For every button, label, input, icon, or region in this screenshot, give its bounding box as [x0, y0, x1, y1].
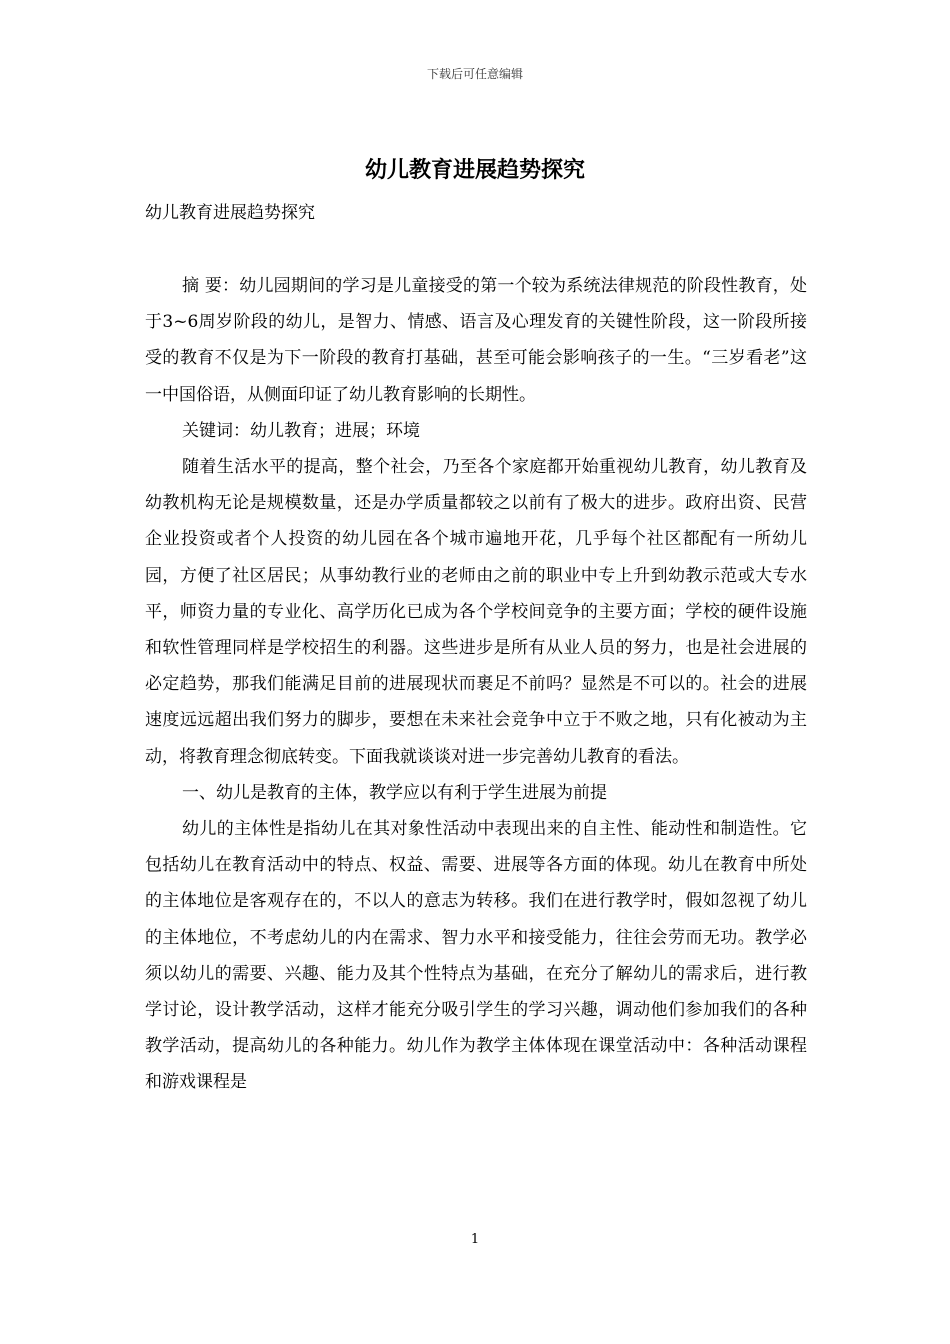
body-paragraph: 幼儿的主体性是指幼儿在其对象性活动中表现出来的自主性、能动性和制造性。它包括幼儿在教育活动中的特点、权益、需要、进展等各方面的体现。幼儿在教育中所处的主体地位是客观存在的，不以人的意志为转移。我们在进行教学时，假如忽视了幼儿的主体地位，不考虑幼儿的内在需求、智力水平和接受能力，往往会劳而无功。教学必须以幼儿的需要、兴趣、能力及其个性特点为基础，在充分了解幼儿的需求后，进行教学讨论，设计教学活动，这样才能充分吸引学生的学习兴趣，调动他们参加我们的各种教学活动，提高幼儿的各种能力。幼儿作为教学主体体现在课堂活动中：各种活动课程和游戏课程是: [145, 819, 807, 1093]
body-paragraph: 随着生活水平的提高，整个社会，乃至各个家庭都开始重视幼儿教育，幼儿教育及幼教机构无论是规模数量，还是办学质量都较之以前有了极大的进步。政府出资、民营企业投资或者个人投资的幼儿园在各个城市遍地开花，几乎每个社区都配有一所幼儿园，方便了社区居民；从事幼教行业的老师由之前的职业中专上升到幼教示范或大专水平，师资力量的专业化、高学历化已成为各个学校间竞争的主要方面；学校的硬件设施和软性管理同样是学校招生的利器。这些进步是所有从业人员的努力，也是社会进展的必定趋势，那我们能满足目前的进展现状而裹足不前吗？显然是不可以的。社会的进展速度远远超出我们努力的脚步，要想在未来社会竞争中立于不败之地，只有化被动为主动，将教育理念彻底转变。下面我就谈谈对进一步完善幼儿教育的看法。: [145, 457, 807, 767]
abstract-paragraph: 摘 要：幼儿园期间的学习是儿童接受的第一个较为系统法律规范的阶段性教育，处于3~6周岁阶段的幼儿，是智力、情感、语言及心理发育的关键性阶段，这一阶段所接受的教育不仅是为下一阶段的教育打基础，甚至可能会影响孩子的一生。“三岁看老”这一中国俗语，从侧面印证了幼儿教育影响的长期性。: [145, 276, 807, 405]
document-title: 幼儿教育进展趋势探究: [364, 157, 585, 183]
document-body: [145, 268, 807, 1101]
keywords-paragraph: 关键词：幼儿教育；进展；环境: [182, 420, 420, 441]
page-number: 1: [470, 1232, 480, 1247]
section-heading: 一、幼儿是教育的主体，教学应以有利于学生进展为前提: [182, 782, 607, 803]
page-header-note: 下载后可任意编辑: [426, 67, 523, 81]
document-subtitle: 幼儿教育进展趋势探究: [145, 203, 315, 223]
